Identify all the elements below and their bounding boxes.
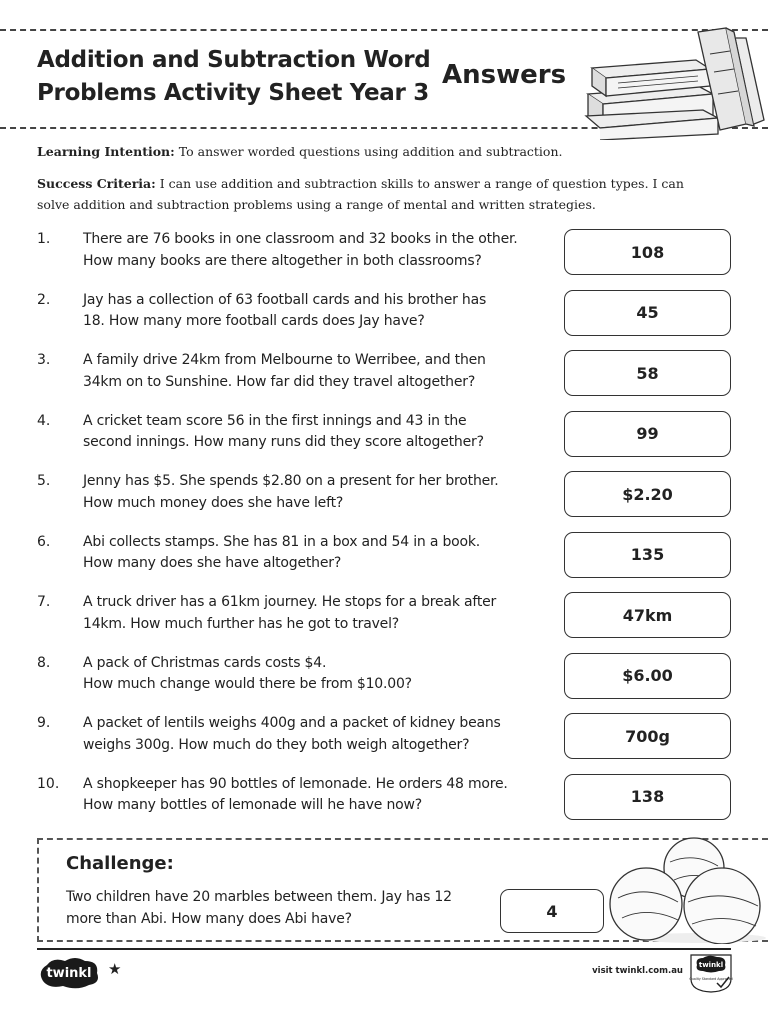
question-line-2: second innings. How many runs did they score altogether?: [83, 434, 484, 450]
question-row: [0, 653, 768, 699]
question-line-1: A truck driver has a 61km journey. He stops for a break after: [83, 594, 497, 610]
answer-box: 47km: [564, 592, 731, 638]
question-line-1: Jay has a collection of 63 football cards and his brother has: [83, 291, 487, 308]
question-number: 8.: [37, 654, 51, 671]
twinkl-logo-text: twinkl: [46, 966, 92, 981]
answers-heading: Answers: [442, 60, 567, 90]
question-line-2: How many does she have altogether?: [83, 555, 342, 571]
learning-intention-label: Learning Intention:: [37, 144, 175, 159]
question-number: 5.: [37, 473, 51, 489]
question-row: [0, 774, 768, 820]
answer-box: 135: [564, 532, 731, 578]
success-criteria-text: I can use addition and subtraction skills to answer a range of question types. I can solve addition and subtraction problems using a range of mental and written strategies.: [37, 176, 684, 212]
twinkl-logo: [37, 955, 101, 989]
question-number: 4.: [37, 412, 51, 429]
question-row: [0, 229, 768, 275]
books-stack-illustration: [578, 24, 766, 140]
question-line-1: There are 76 books in one classroom and 32 books in the other.: [83, 231, 518, 247]
badge-logo-text: twinkl: [698, 961, 724, 969]
question-line-1: Jenny has $5. She spends $2.80 on a present for her brother.: [83, 473, 499, 489]
challenge-text: [66, 887, 501, 930]
question-line-1: A pack of Christmas cards costs $4.: [83, 654, 327, 671]
question-text: [83, 713, 558, 756]
question-number: 1.: [37, 231, 51, 247]
page-title: [37, 44, 447, 110]
quality-standard-badge: [689, 953, 733, 993]
question-line-2: How much money does she have left?: [83, 494, 344, 511]
question-text: [83, 229, 558, 272]
question-text: [83, 411, 558, 454]
learning-intention: [37, 141, 717, 162]
question-line-2: weighs 300g. How much do they both weigh altogether?: [83, 736, 470, 753]
success-criteria: [37, 173, 717, 215]
answer-box: 45: [564, 290, 731, 336]
question-line-1: A shopkeeper has 90 bottles of lemonade. He orders 48 more.: [83, 775, 508, 792]
learning-intention-text: To answer worded questions using addition and subtraction.: [178, 144, 563, 159]
question-row: [0, 713, 768, 759]
question-number: 7.: [37, 594, 51, 610]
answer-box: 58: [564, 350, 731, 396]
challenge-title: Challenge:: [66, 853, 174, 874]
question-number: 2.: [37, 291, 51, 308]
question-text: [83, 653, 558, 696]
answer-box: $6.00: [564, 653, 731, 699]
challenge-answer-box: 4: [500, 889, 604, 933]
question-line-2: How many bottles of lemonade will he have now?: [83, 797, 422, 813]
question-line-1: A cricket team score 56 in the first innings and 43 in the: [83, 412, 467, 429]
question-number: 6.: [37, 533, 51, 550]
challenge-line-2: more than Abi. How many does Abi have?: [66, 910, 352, 927]
question-line-1: A family drive 24km from Melbourne to Werribee, and then: [83, 352, 486, 368]
answer-box: 700g: [564, 713, 731, 759]
answer-box: 138: [564, 774, 731, 820]
footer-divider: [37, 948, 731, 950]
answer-box: 99: [564, 411, 731, 457]
star-icon: ★: [108, 960, 122, 978]
question-row: [0, 290, 768, 336]
question-text: [83, 592, 558, 635]
question-line-1: A packet of lentils weighs 400g and a packet of kidney beans: [83, 715, 501, 731]
question-line-2: 18. How many more football cards does Jay have?: [83, 313, 425, 329]
title-line-1: Addition and Subtraction Word: [37, 47, 431, 73]
question-row: [0, 350, 768, 396]
footer-url[interactable]: visit twinkl.com.au: [592, 966, 683, 976]
question-line-1: Abi collects stamps. She has 81 in a box and 54 in a book.: [83, 533, 481, 550]
success-criteria-label: Success Criteria:: [37, 176, 156, 191]
question-text: [83, 350, 558, 393]
question-row: [0, 592, 768, 638]
question-number: 9.: [37, 715, 51, 731]
question-row: [0, 471, 768, 517]
question-row: [0, 411, 768, 457]
question-line-2: 14km. How much further has he got to travel?: [83, 615, 399, 632]
question-number: 3.: [37, 352, 51, 368]
question-text: [83, 532, 558, 575]
title-line-2: Problems Activity Sheet Year 3: [37, 80, 429, 106]
challenge-line-1: Two children have 20 marbles between them. Jay has 12: [66, 889, 452, 905]
question-line-2: How many books are there altogether in both classrooms?: [83, 252, 482, 269]
question-line-2: How much change would there be from $10.00?: [83, 676, 412, 692]
question-line-2: 34km on to Sunshine. How far did they travel altogether?: [83, 373, 476, 390]
question-text: [83, 471, 558, 514]
badge-subtext: Quality Standard Approved: [689, 977, 733, 981]
answer-box: $2.20: [564, 471, 731, 517]
question-row: [0, 532, 768, 578]
question-text: [83, 774, 558, 817]
answer-box: 108: [564, 229, 731, 275]
question-number: 10.: [37, 775, 60, 792]
question-text: [83, 290, 558, 333]
marbles-illustration: [604, 832, 768, 944]
